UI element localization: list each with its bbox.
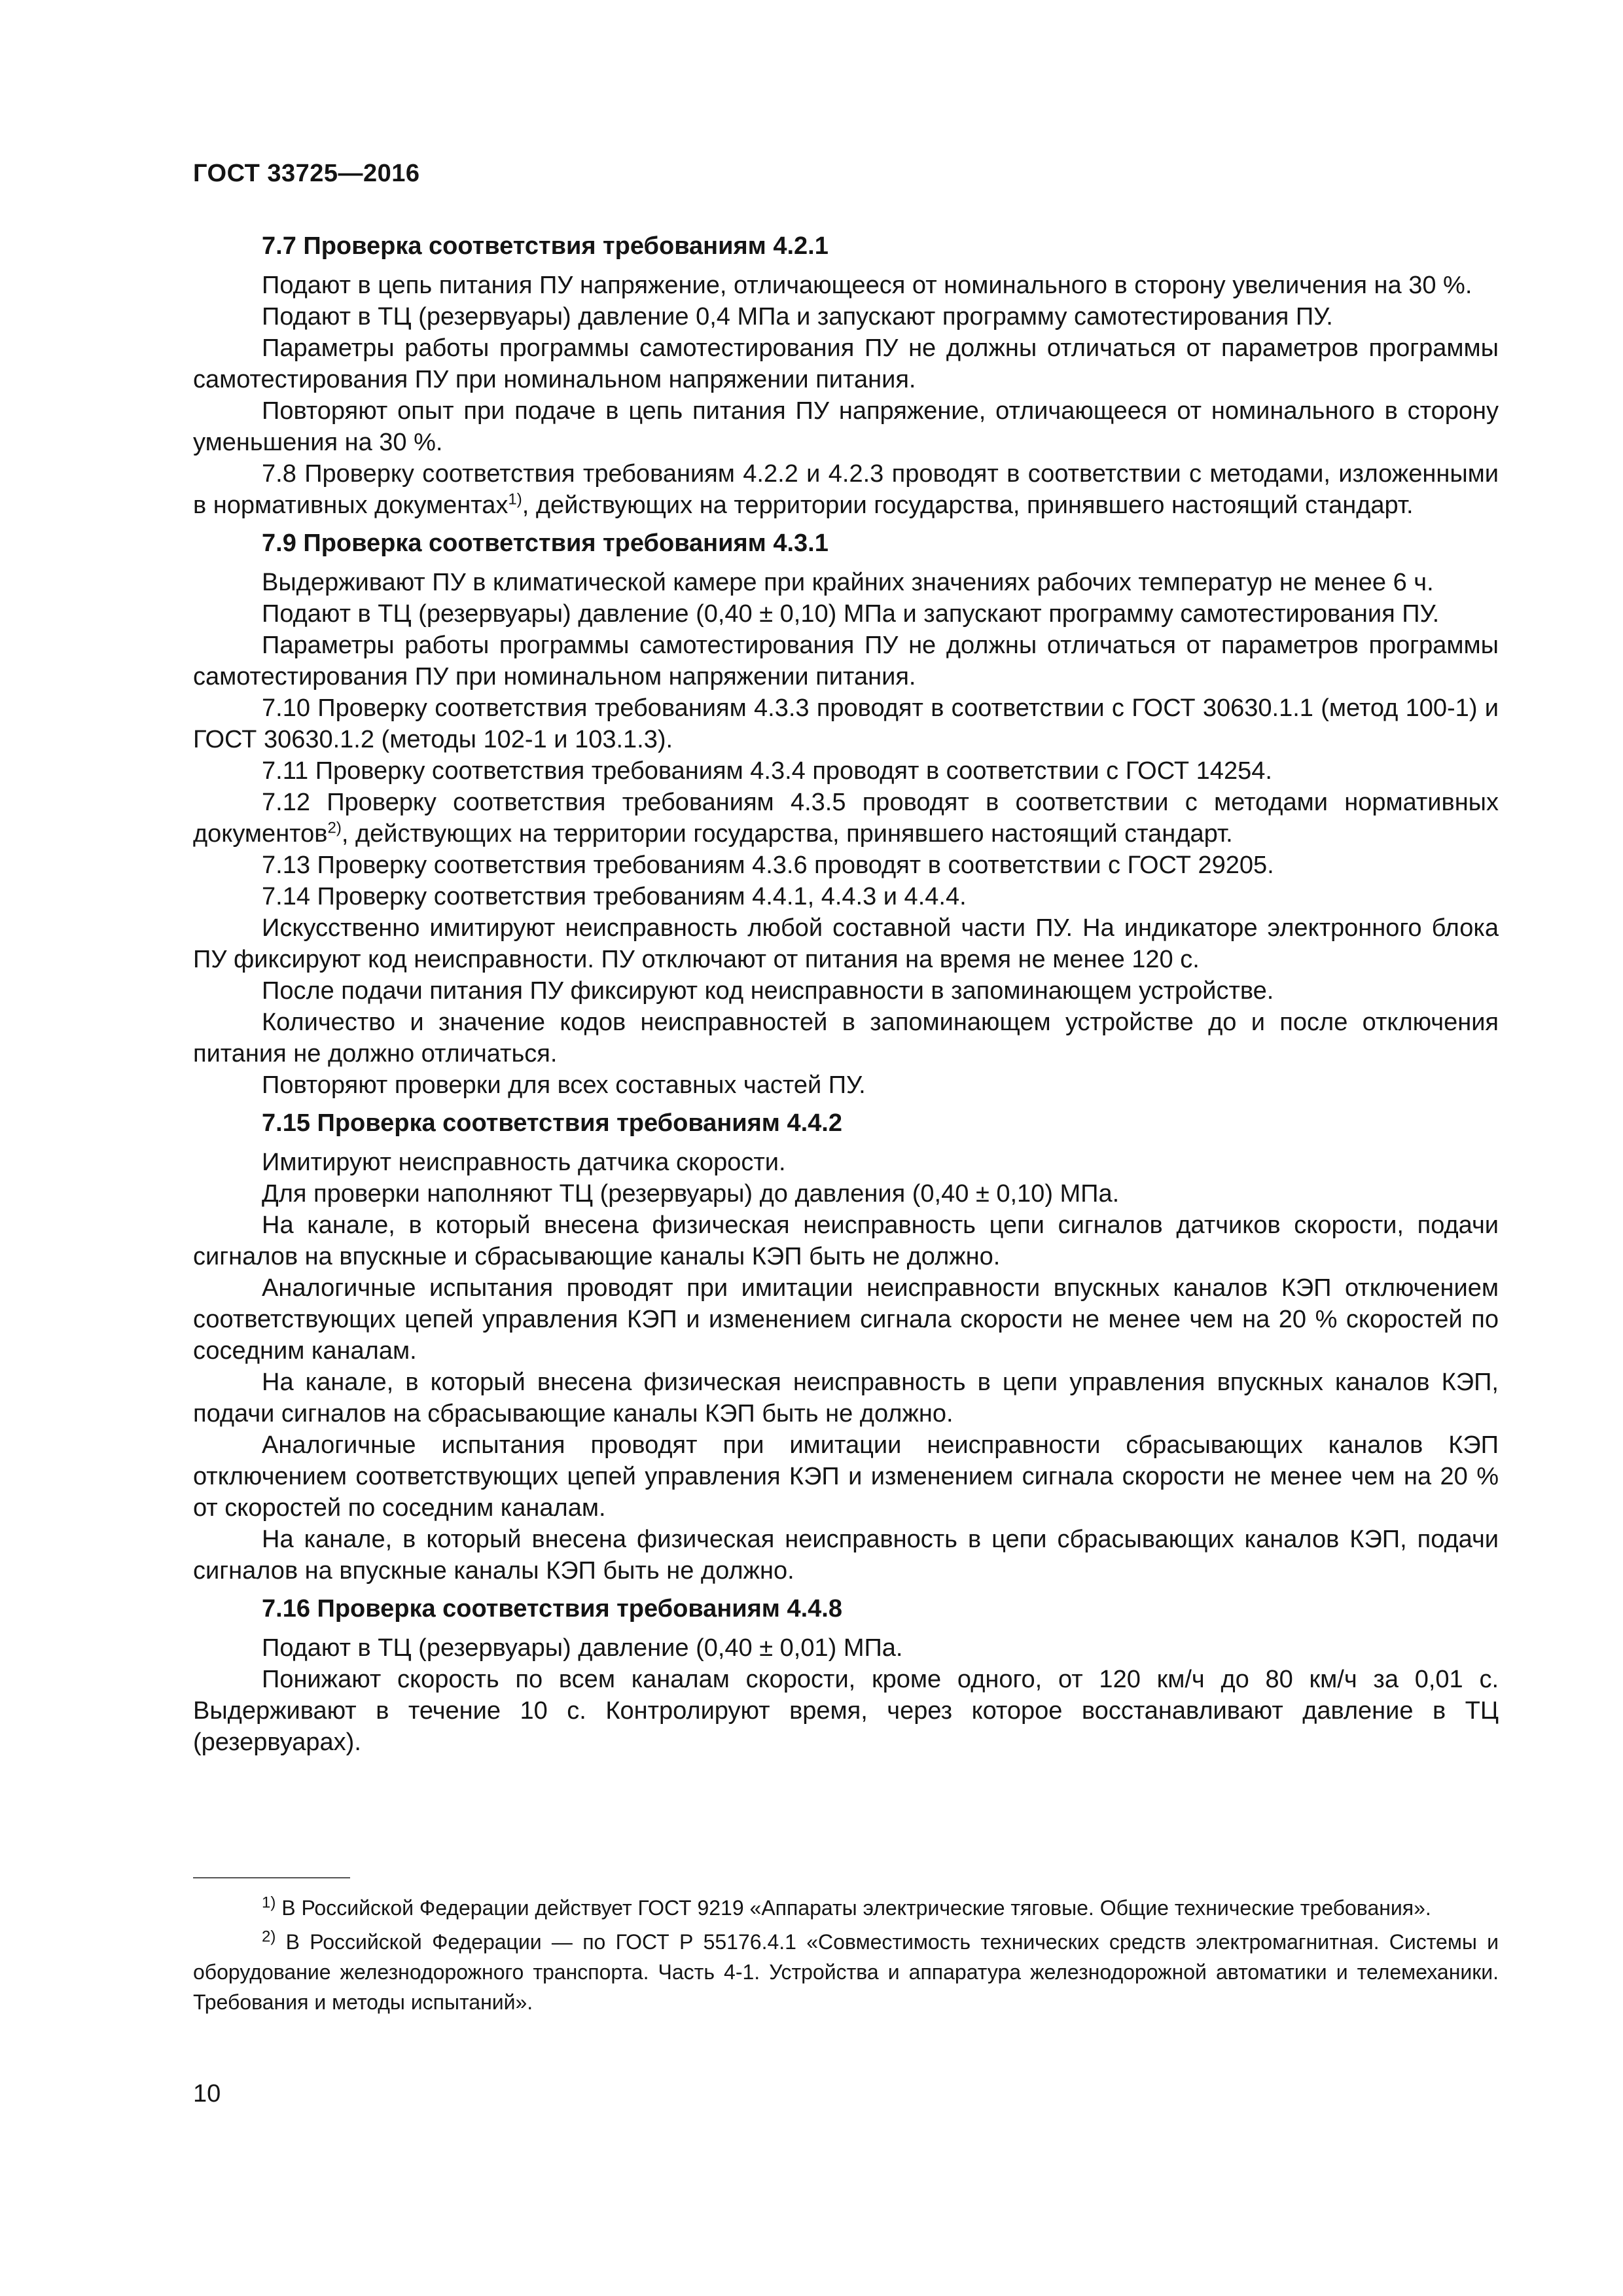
paragraph: 7.14 Проверку соответствия требованиям 4.4.1, 4.4.3 и 4.4.4. <box>262 883 967 910</box>
footnote-mark: 1) <box>262 1893 276 1912</box>
paragraph-text: , действующих на территории государства, принявшего настоящий стандарт. <box>522 492 1414 519</box>
footnote-mark: 2) <box>262 1928 276 1946</box>
paragraph: На канале, в который внесена физическая неисправность в цепи управления впускных каналов КЭП, подачи сигналов на сбрасывающие каналы КЭП быть не должно. <box>193 1369 1499 1427</box>
section-heading-7-15: 7.15 Проверка соответствия требованиям 4.4.2 <box>262 1109 842 1137</box>
paragraph-text: , действующих на территории государства, принявшего настоящий стандарт. <box>341 820 1233 848</box>
paragraph: Повторяют проверки для всех составных частей ПУ. <box>262 1071 866 1099</box>
paragraph: На канале, в который внесена физическая неисправность цепи сигналов датчиков скорости, подачи сигналов на впускные и сбрасывающие каналы КЭП быть не должно. <box>193 1211 1499 1270</box>
paragraph: Подают в цепь питания ПУ напряжение, отличающееся от номинального в сторону увеличения на 30 %. <box>262 272 1472 299</box>
paragraph-7-8 <box>193 458 1499 521</box>
section-heading-7-16: 7.16 Проверка соответствия требованиям 4.4.8 <box>262 1595 842 1623</box>
footnote-text: В Российской Федерации — по ГОСТ Р 55176.4.1 «Совместимость технических средств электромагнитная. Системы и оборудование железнодорожного транспорта. Часть 4-1. Устройства и аппаратура железнодорожной автоматики и телемеханики. Требования и методы испытаний». <box>193 1930 1499 2014</box>
paragraph-7-12 <box>193 787 1499 850</box>
paragraph: Аналогичные испытания проводят при имитации неисправности сбрасывающих каналов КЭП отключением соответствующих цепей управления КЭП и изменением сигнала скорости не менее чем на 20 % от скоростей по соседним каналам. <box>193 1431 1499 1522</box>
paragraph: Параметры работы программы самотестирования ПУ не должны отличаться от параметров программы самотестирования ПУ при номинальном напряжении питания. <box>193 334 1499 393</box>
footnote-2 <box>193 1927 1499 2017</box>
section-heading-7-7: 7.7 Проверка соответствия требованиям 4.2.1 <box>262 232 829 260</box>
paragraph: Имитируют неисправность датчика скорости. <box>262 1149 786 1176</box>
paragraph: 7.13 Проверку соответствия требованиям 4.3.6 проводят в соответствии с ГОСТ 29205. <box>262 852 1274 879</box>
paragraph-text: 7.12 Проверку соответствия требованиям 4.3.5 проводят в соответствии с методами нормативных документов <box>193 789 1499 848</box>
paragraph: 7.11 Проверку соответствия требованиям 4.3.4 проводят в соответствии с ГОСТ 14254. <box>262 757 1272 785</box>
paragraph: Выдерживают ПУ в климатической камере при крайних значениях рабочих температур не менее 6 ч. <box>262 569 1434 596</box>
paragraph: После подачи питания ПУ фиксируют код неисправности в запоминающем устройстве. <box>262 977 1274 1005</box>
paragraph: Параметры работы программы самотестирования ПУ не должны отличаться от параметров программы самотестирования ПУ при номинальном напряжении питания. <box>193 632 1499 691</box>
paragraph: Повторяют опыт при подаче в цепь питания ПУ напряжение, отличающееся от номинального в сторону уменьшения на 30 %. <box>193 397 1499 456</box>
footnote-text: В Российской Федерации действует ГОСТ 9219 «Аппараты электрические тяговые. Общие технические требования». <box>276 1896 1431 1920</box>
footnote-ref: 2) <box>327 819 342 837</box>
paragraph: Понижают скорость по всем каналам скорости, кроме одного, от 120 км/ч до 80 км/ч за 0,01 с. Выдерживают в течение 10 с. Контролируют время, через которое восстанавливают давление в ТЦ (резервуарах). <box>193 1666 1499 1756</box>
document-header: ГОСТ 33725—2016 <box>193 160 420 187</box>
paragraph-text: 7.8 Проверку соответствия требованиям 4.2.2 и 4.2.3 проводят в соответствии с методами, изложенными в нормативных документах <box>193 460 1499 519</box>
paragraph: Для проверки наполняют ТЦ (резервуары) до давления (0,40 ± 0,10) МПа. <box>262 1180 1120 1208</box>
paragraph: На канале, в который внесена физическая неисправность в цепи сбрасывающих каналов КЭП, подачи сигналов на впускные каналы КЭП быть не должно. <box>193 1526 1499 1585</box>
section-heading-7-9: 7.9 Проверка соответствия требованиям 4.3.1 <box>262 529 829 557</box>
document-body <box>193 230 1499 1758</box>
paragraph: Подают в ТЦ (резервуары) давление (0,40 ± 0,01) МПа. <box>262 1634 903 1662</box>
page-number: 10 <box>193 2080 221 2108</box>
paragraph: Подают в ТЦ (резервуары) давление (0,40 ± 0,10) МПа и запускают программу самотестирования ПУ. <box>262 600 1440 628</box>
paragraph: Подают в ТЦ (резервуары) давление 0,4 МПа и запускают программу самотестирования ПУ. <box>262 303 1333 331</box>
footnote-1 <box>193 1893 1499 1923</box>
paragraph: Аналогичные испытания проводят при имитации неисправности впускных каналов КЭП отключением соответствующих цепей управления КЭП и изменением сигнала скорости не менее чем на 20 % скоростей по соседним каналам. <box>193 1274 1499 1365</box>
footnote-ref: 1) <box>508 490 522 509</box>
paragraph: Искусственно имитируют неисправность любой составной части ПУ. На индикаторе электронного блока ПУ фиксируют код неисправности. ПУ отключают от питания на время не менее 120 с. <box>193 914 1499 973</box>
footnote-divider <box>193 1877 350 1878</box>
paragraph: 7.10 Проверку соответствия требованиям 4.3.3 проводят в соответствии с ГОСТ 30630.1.1 (метод 100-1) и ГОСТ 30630.1.2 (методы 102-1 и 103.1.3). <box>193 694 1499 753</box>
footnotes <box>193 1877 1499 2021</box>
paragraph: Количество и значение кодов неисправностей в запоминающем устройстве до и после отключения питания не должно отличаться. <box>193 1009 1499 1067</box>
